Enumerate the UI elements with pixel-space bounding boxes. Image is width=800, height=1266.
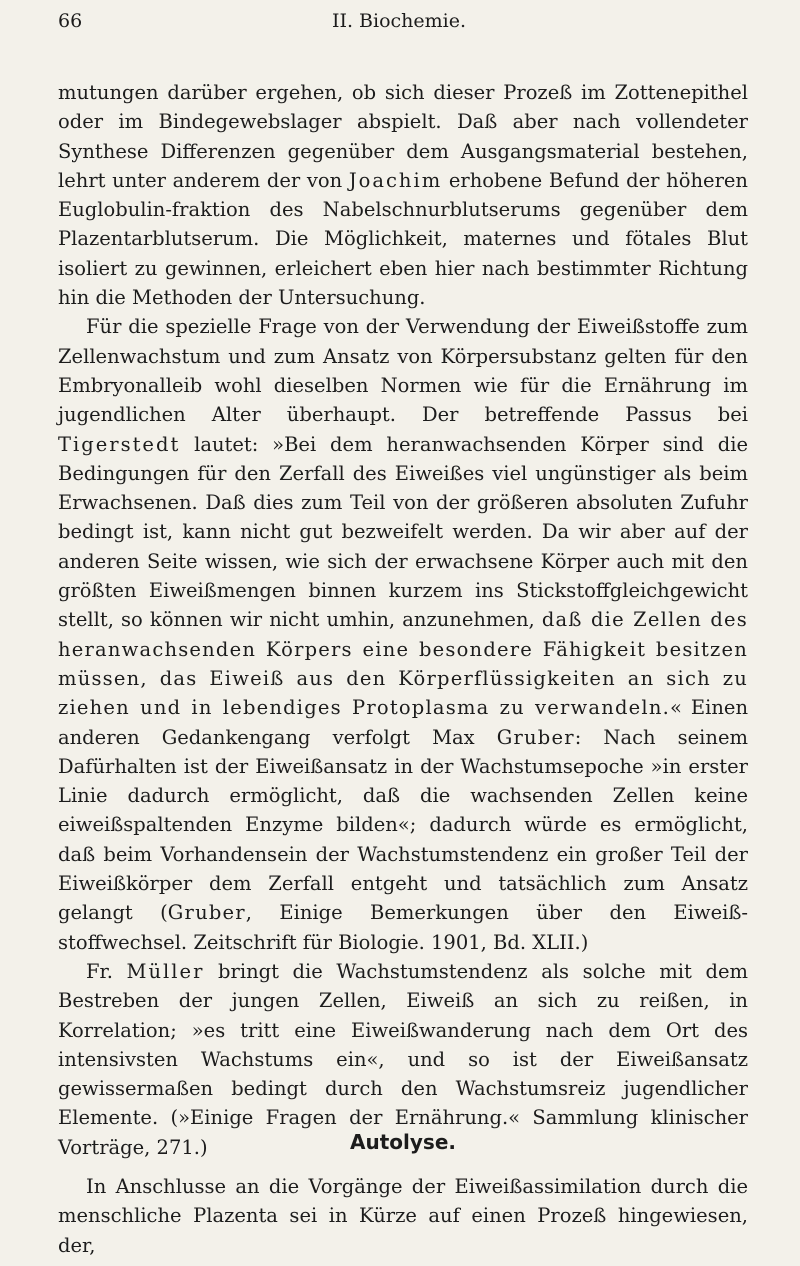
- paragraph-1: [58, 78, 748, 312]
- running-title: II. Biochemie.: [331, 10, 467, 32]
- p3-a: Fr.: [86, 959, 127, 983]
- body-text-2: [58, 1172, 748, 1260]
- p2-e: , Einige Bemerkungen über den Eiweiß-stoffwechsel. Zeitschrift für Biologie. 1901, Bd. XLII.): [58, 901, 748, 954]
- body-text: [58, 78, 748, 1162]
- paragraph-4: In Anschlusse an die Vorgänge der Eiweißassimilation durch die menschliche Plazenta sei in Kürze auf einen Prozeß hingewiesen, der,: [58, 1175, 748, 1257]
- page-header: [58, 10, 740, 40]
- page-number: 66: [58, 10, 83, 32]
- p1-end: erhobene Befund der höheren Euglobulin-fraktion des Nabelschnurblutserums gegenüber dem Plazentarblutserum. Die Möglichkeit, maternes und fötales Blut isoliert zu gewinnen, erleichert eben hier nach bestimmter Richtung hin die Methoden der Untersuchung.: [58, 168, 748, 310]
- p2-a: Für die spezielle Frage von der Verwendung der Eiweißstoffe zum Zellenwachstum und zum Ansatz von Körpersubstanz gelten für den Embryonalleib wohl dieselben Normen wie für die Ernährung im jugendlichen Alter überhaupt. Der betreffende Passus bei: [58, 315, 748, 427]
- section-title: Autolyse.: [350, 1130, 456, 1154]
- p2-b: lautet: »Bei dem heranwachsenden Körper sind die Bedingungen für den Zerfall des Eiweißes viel ungünstiger als beim Erwachsenen. Daß dies zum Teil von der größeren absoluten Zufuhr bedingt ist, kann nicht gut bezweifelt werden. Da wir aber auf der anderen Seite wissen, wie sich der erwachsene Körper auch mit den größten Eiweißmengen binnen kurzem ins Stickstoffgleichgewicht stellt, so können wir nicht umhin, anzunehmen,: [58, 432, 748, 632]
- p1-text: mutungen darüber ergehen, ob sich dieser Prozeß im Zottenepithel oder im Bindegewebslager abspielt. Daß aber nach vollendeter Synthese Differenzen gegenüber dem Ausgangsmaterial bestehen, lehrt unter anderem der von: [58, 81, 748, 192]
- p3-b: bringt die Wachstumstendenz als solche mit dem Bestreben der jungen Zellen, Eiweiß an sich zu reißen, in Korrelation; »es tritt eine Eiweißwanderung nach dem Ort des intensivsten Wachstums ein«, und so ist der Eiweißansatz gewissermaßen bedingt durch den Wachstumsreiz jugendlicher Elemente. (»Einige Fragen der Ernährung.« Sammlung klinischer Vorträge, 271.): [58, 959, 748, 1159]
- author-tigerstedt: Tigerstedt: [58, 432, 181, 456]
- paragraph-2: [58, 312, 748, 957]
- author-joachim: Joachim: [348, 168, 443, 192]
- author-mueller: Müller: [126, 959, 205, 983]
- author-gruber-ref: Gruber: [167, 901, 246, 925]
- p2-emphasis: daß die Zellen des heranwachsenden Körpers eine besondere Fähigkeit besitzen müssen, das Eiweiß aus den Körperflüssigkeiten an sich zu ziehen und in lebendiges Protoplasma zu verwandeln.: [58, 608, 748, 720]
- author-gruber: Gruber: [496, 725, 575, 749]
- p2-d: : Nach seinem Dafürhalten ist der Eiweißansatz in der Wachstumsepoche »in erster Linie dadurch ermöglicht, daß die wachsenden Zellen keine eiweißspaltenden Enzyme bilden«; dadurch würde es ermöglicht, daß beim Vorhandensein der Wachstumstendenz ein großer Teil der Eiweißkörper dem Zerfall entgeht und tatsächlich zum Ansatz gelangt (: [58, 725, 748, 925]
- p2-c: « Einen anderen Gedankengang verfolgt Max: [58, 696, 748, 749]
